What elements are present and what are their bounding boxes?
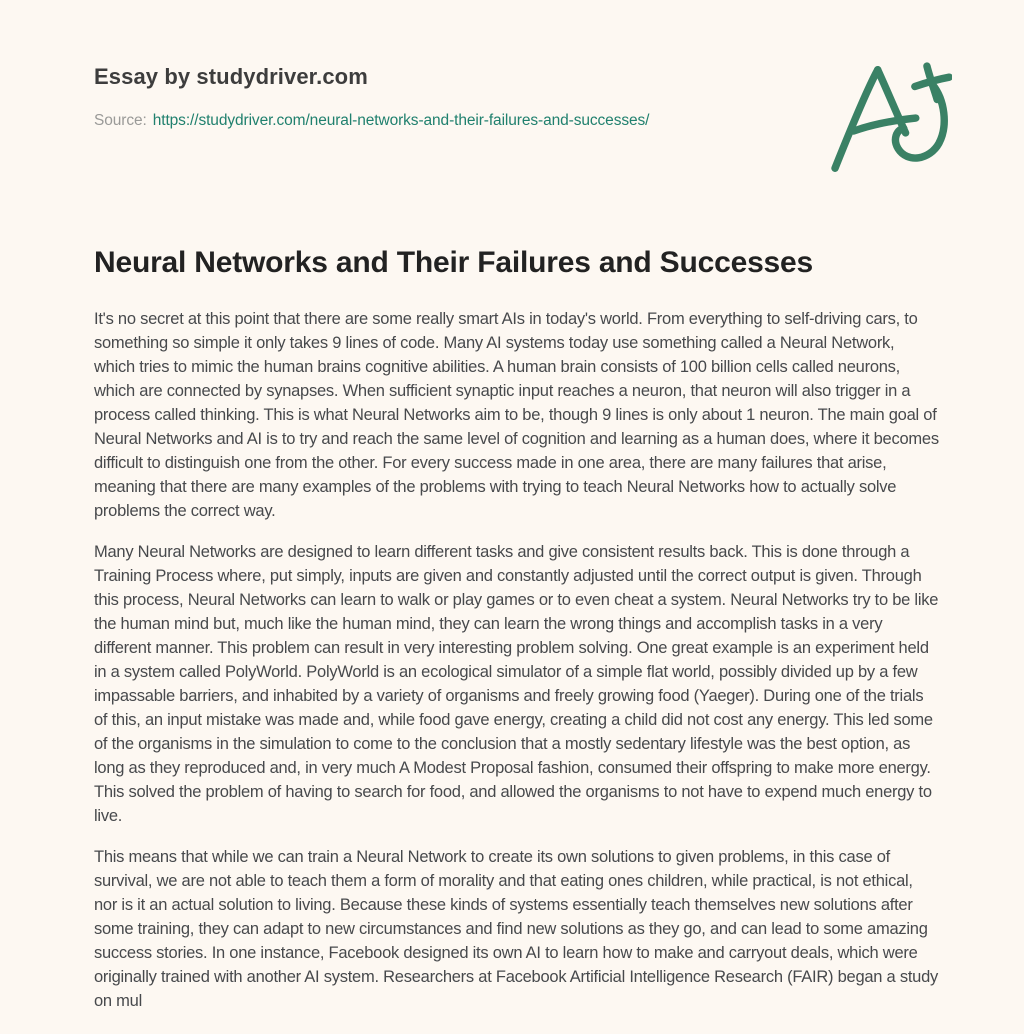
source-url-link[interactable]: https://studydriver.com/neural-networks-and-their-failures-and-successes/ [152,112,650,129]
source-row [94,112,934,130]
article-paragraph-1: It's no secret at this point that there are some really smart AIs in today's world. From everything to self-driving cars, to something so simple it only takes 9 lines of code. Many AI systems today use something called a Neural Network, which tries to mimic the human brains cognitive abilities. A human brain consists of 100 billion cells called neurons, which are connected by synapses. When sufficient synaptic input reaches a neuron, that neuron will also trigger in a process called thinking. This is what Neural Networks aim to be, though 9 lines is only about 1 neuron. The main goal of Neural Networks and AI is to try and reach the same level of cognition and learning as a human does, where it becomes difficult to distinguish one from the other. For every success made in one area, there are many failures that arise, meaning that there are many examples of the problems with trying to teach Neural Networks how to actually solve problems the correct way. [94,310,939,520]
source-label: Source: [94,112,147,129]
article-body [94,307,939,1013]
article-paragraph-3: This means that while we can train a Neural Network to create its own solutions to given problems, in this case of survival, we are not able to teach them a form of morality and that eating ones children, while practical, is not ethical, nor is it an actual solution to living. Because these kinds of systems essentially teach themselves new solutions after some training, they can adapt to new circumstances and find new solutions as they go, and can lead to some amazing success stories. In one instance, Facebook designed its own AI to learn how to make and carryout deals, which were originally trained with another AI system. Researchers at Facebook Artificial Intelligence Research (FAIR) began a study on mul [94,848,939,1010]
article-paragraph-2: Many Neural Networks are designed to learn different tasks and give consistent results back. This is done through a Training Process where, put simply, inputs are given and constantly adjusted until the correct output is given. Through this process, Neural Networks can learn to walk or play games or to even cheat a system. Neural Networks try to be like the human mind but, much like the human mind, they can learn the wrong things and accomplish tasks in a very different manner. This problem can result in very interesting problem solving. One great example is an experiment held in a system called PolyWorld. PolyWorld is an ecological simulator of a simple flat world, possibly divided up by a few impassable barriers, and inhabited by a variety of organisms and freely growing food (Yaeger). During one of the trials of this, an input mistake was made and, while food gave energy, creating a child did not cost any energy. This led some of the organisms in the simulation to come to the conclusion that a mostly sedentary lifestyle was the best option, as long as they reproduced and, in very much A Modest Proposal fashion, consumed their offspring to make more energy. This solved the problem of having to search for food, and allowed the organisms to not have to expend much energy to live. [94,543,939,825]
page-title: Essay by studydriver.com [94,64,368,89]
document-header [94,64,934,130]
a-plus-logo-icon [822,58,952,180]
article-title: Neural Networks and Their Failures and Successes [94,246,814,279]
